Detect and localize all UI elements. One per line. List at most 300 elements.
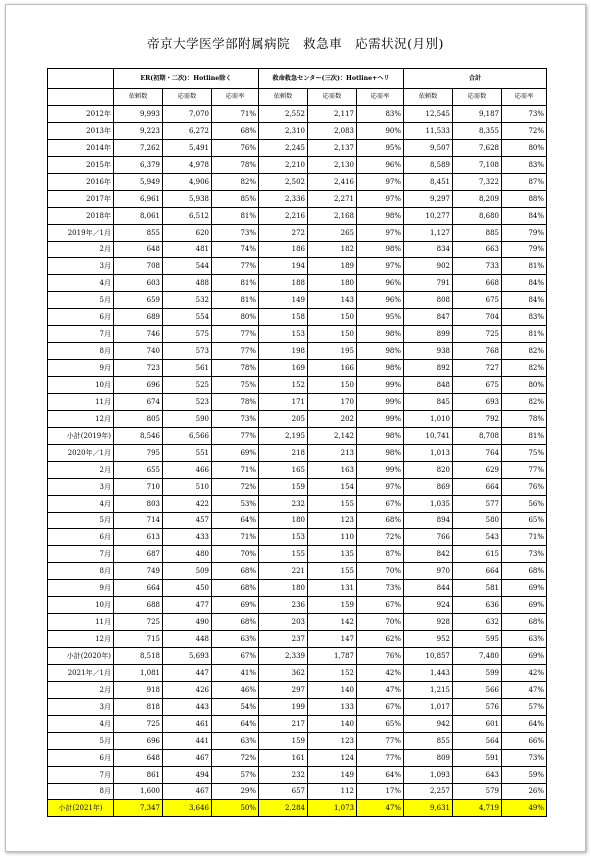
row-label: 5月 — [48, 732, 114, 749]
table-row — [48, 292, 547, 309]
cell-rate: 75% — [212, 377, 259, 394]
cell-accepted: 457 — [163, 512, 212, 529]
cell-rate: 74% — [212, 241, 259, 258]
cell-requests: 180 — [259, 512, 308, 529]
cell-requests: 710 — [114, 478, 163, 495]
cell-rate: 71% — [212, 461, 259, 478]
cell-requests: 1,215 — [404, 681, 453, 698]
table-row — [48, 393, 547, 410]
cell-rate: 68% — [357, 512, 404, 529]
row-label: 10月 — [48, 597, 114, 614]
cell-accepted: 149 — [308, 766, 357, 783]
cell-requests: 8,061 — [114, 207, 163, 224]
table-row — [48, 343, 547, 360]
cell-accepted: 664 — [453, 563, 502, 580]
cell-rate: 76% — [357, 648, 404, 665]
cell-requests: 236 — [259, 597, 308, 614]
cell-rate: 87% — [502, 173, 547, 190]
table-row — [48, 749, 547, 766]
row-label: 3月 — [48, 698, 114, 715]
cell-rate: 97% — [357, 258, 404, 275]
cell-rate: 69% — [502, 580, 547, 597]
cell-rate: 49% — [502, 800, 547, 817]
cell-rate: 72% — [357, 529, 404, 546]
cell-rate: 62% — [357, 631, 404, 648]
cell-accepted: 601 — [453, 715, 502, 732]
cell-accepted: 131 — [308, 580, 357, 597]
cell-accepted: 481 — [163, 241, 212, 258]
cell-accepted: 180 — [308, 275, 357, 292]
table-row — [48, 377, 547, 394]
cell-rate: 59% — [502, 766, 547, 783]
cell-rate: 81% — [502, 427, 547, 444]
cell-requests: 1,093 — [404, 766, 453, 783]
row-label: 9月 — [48, 360, 114, 377]
cell-requests: 970 — [404, 563, 453, 580]
cell-requests: 696 — [114, 732, 163, 749]
cell-rate: 73% — [212, 224, 259, 241]
table-row — [48, 766, 547, 783]
cell-requests: 725 — [114, 614, 163, 631]
cell-accepted: 591 — [453, 749, 502, 766]
cell-accepted: 4,719 — [453, 800, 502, 817]
cell-requests: 159 — [259, 732, 308, 749]
cell-accepted: 663 — [453, 241, 502, 258]
cell-requests: 942 — [404, 715, 453, 732]
cell-requests: 2,210 — [259, 156, 308, 173]
cell-rate: 63% — [212, 631, 259, 648]
cell-rate: 80% — [212, 309, 259, 326]
cell-accepted: 664 — [453, 478, 502, 495]
cell-requests: 648 — [114, 749, 163, 766]
cell-requests: 221 — [259, 563, 308, 580]
cell-accepted: 466 — [163, 461, 212, 478]
cell-accepted: 8,209 — [453, 190, 502, 207]
row-label: 2月 — [48, 241, 114, 258]
cell-requests: 861 — [114, 766, 163, 783]
table-row — [48, 309, 547, 326]
cell-accepted: 733 — [453, 258, 502, 275]
cell-rate: 68% — [502, 563, 547, 580]
cell-rate: 56% — [502, 495, 547, 512]
cell-rate: 90% — [357, 122, 404, 139]
cell-rate: 82% — [502, 393, 547, 410]
cell-requests: 924 — [404, 597, 453, 614]
row-label: 小計(2019年) — [48, 427, 114, 444]
cell-requests: 952 — [404, 631, 453, 648]
cell-requests: 664 — [114, 580, 163, 597]
cell-requests: 648 — [114, 241, 163, 258]
group-header-row — [48, 69, 547, 89]
cell-rate: 82% — [502, 360, 547, 377]
cell-requests: 7,262 — [114, 139, 163, 156]
cell-requests: 918 — [114, 681, 163, 698]
col-accepted: 応需数 — [308, 89, 357, 106]
cell-requests: 818 — [114, 698, 163, 715]
cell-requests: 708 — [114, 258, 163, 275]
cell-accepted: 123 — [308, 512, 357, 529]
cell-accepted: 7,108 — [453, 156, 502, 173]
cell-requests: 2,502 — [259, 173, 308, 190]
cell-rate: 84% — [502, 207, 547, 224]
cell-rate: 88% — [502, 190, 547, 207]
cell-requests: 232 — [259, 766, 308, 783]
table-row — [48, 529, 547, 546]
cell-requests: 1,035 — [404, 495, 453, 512]
cell-accepted: 543 — [453, 529, 502, 546]
cell-requests: 820 — [404, 461, 453, 478]
cell-accepted: 595 — [453, 631, 502, 648]
cell-rate: 68% — [212, 614, 259, 631]
cell-rate: 99% — [357, 377, 404, 394]
row-label: 4月 — [48, 275, 114, 292]
cell-rate: 78% — [212, 156, 259, 173]
cell-rate: 71% — [212, 529, 259, 546]
cell-requests: 149 — [259, 292, 308, 309]
cell-rate: 81% — [212, 275, 259, 292]
cell-rate: 98% — [357, 360, 404, 377]
cell-requests: 855 — [114, 224, 163, 241]
cell-requests: 1,013 — [404, 444, 453, 461]
cell-accepted: 170 — [308, 393, 357, 410]
cell-accepted: 135 — [308, 546, 357, 563]
cell-rate: 72% — [212, 749, 259, 766]
cell-requests: 655 — [114, 461, 163, 478]
table-row — [48, 461, 547, 478]
cell-requests: 12,545 — [404, 106, 453, 123]
table-row — [48, 258, 547, 275]
cell-requests: 1,600 — [114, 783, 163, 800]
cell-accepted: 2,416 — [308, 173, 357, 190]
cell-rate: 26% — [502, 783, 547, 800]
cell-accepted: 155 — [308, 563, 357, 580]
cell-accepted: 124 — [308, 749, 357, 766]
col-rate: 応需率 — [212, 89, 259, 106]
table-row — [48, 139, 547, 156]
cell-rate: 96% — [357, 292, 404, 309]
cell-rate: 99% — [357, 461, 404, 478]
cell-rate: 72% — [212, 478, 259, 495]
cell-requests: 205 — [259, 410, 308, 427]
cell-accepted: 885 — [453, 224, 502, 241]
cell-accepted: 629 — [453, 461, 502, 478]
table-row — [48, 326, 547, 343]
cell-rate: 70% — [212, 546, 259, 563]
cell-requests: 657 — [259, 783, 308, 800]
cell-requests: 1,127 — [404, 224, 453, 241]
cell-requests: 11,533 — [404, 122, 453, 139]
cell-accepted: 5,491 — [163, 139, 212, 156]
cell-accepted: 3,646 — [163, 800, 212, 817]
cell-rate: 80% — [502, 139, 547, 156]
cell-accepted: 163 — [308, 461, 357, 478]
row-label: 2019年／1月 — [48, 224, 114, 241]
cell-accepted: 575 — [163, 326, 212, 343]
ambulance-response-table — [47, 68, 547, 817]
cell-requests: 272 — [259, 224, 308, 241]
cell-rate: 85% — [212, 190, 259, 207]
row-label: 7月 — [48, 326, 114, 343]
cell-rate: 78% — [502, 410, 547, 427]
row-label: 2012年 — [48, 106, 114, 123]
cell-requests: 869 — [404, 478, 453, 495]
cell-accepted: 150 — [308, 377, 357, 394]
cell-accepted: 693 — [453, 393, 502, 410]
cell-requests: 834 — [404, 241, 453, 258]
cell-requests: 169 — [259, 360, 308, 377]
cell-rate: 76% — [212, 139, 259, 156]
cell-accepted: 8,355 — [453, 122, 502, 139]
cell-rate: 68% — [212, 122, 259, 139]
cell-requests: 928 — [404, 614, 453, 631]
cell-accepted: 426 — [163, 681, 212, 698]
cell-accepted: 1,787 — [308, 648, 357, 665]
cell-rate: 77% — [502, 461, 547, 478]
cell-requests: 9,223 — [114, 122, 163, 139]
row-label: 3月 — [48, 258, 114, 275]
row-label: 12月 — [48, 631, 114, 648]
row-label: 12月 — [48, 410, 114, 427]
cell-accepted: 450 — [163, 580, 212, 597]
cell-rate: 76% — [502, 478, 547, 495]
cell-rate: 67% — [357, 597, 404, 614]
cell-accepted: 643 — [453, 766, 502, 783]
table-row — [48, 106, 547, 123]
row-label: 2013年 — [48, 122, 114, 139]
cell-accepted: 561 — [163, 360, 212, 377]
row-label: 2016年 — [48, 173, 114, 190]
cell-accepted: 668 — [453, 275, 502, 292]
cell-rate: 84% — [502, 292, 547, 309]
row-label: 2021年／1月 — [48, 664, 114, 681]
cell-rate: 98% — [357, 241, 404, 258]
col-rate: 応需率 — [502, 89, 547, 106]
cell-rate: 81% — [502, 326, 547, 343]
cell-accepted: 265 — [308, 224, 357, 241]
cell-rate: 67% — [212, 648, 259, 665]
table-row — [48, 732, 547, 749]
cell-requests: 715 — [114, 631, 163, 648]
table-row — [48, 648, 547, 665]
cell-accepted: 143 — [308, 292, 357, 309]
table-row — [48, 156, 547, 173]
cell-rate: 47% — [357, 681, 404, 698]
group-critical-care: 救命救急センター(三次)：Hotline+ヘリ — [259, 69, 404, 89]
cell-accepted: 2,083 — [308, 122, 357, 139]
cell-rate: 82% — [502, 343, 547, 360]
cell-rate: 95% — [357, 139, 404, 156]
cell-accepted: 147 — [308, 631, 357, 648]
cell-accepted: 112 — [308, 783, 357, 800]
cell-requests: 199 — [259, 698, 308, 715]
row-label: 5月 — [48, 292, 114, 309]
cell-requests: 7,347 — [114, 800, 163, 817]
cell-rate: 77% — [212, 343, 259, 360]
cell-accepted: 142 — [308, 614, 357, 631]
cell-rate: 73% — [502, 546, 547, 563]
cell-rate: 77% — [212, 427, 259, 444]
cell-requests: 795 — [114, 444, 163, 461]
cell-requests: 155 — [259, 546, 308, 563]
cell-accepted: 590 — [163, 410, 212, 427]
cell-accepted: 467 — [163, 783, 212, 800]
cell-accepted: 620 — [163, 224, 212, 241]
cell-rate: 68% — [212, 563, 259, 580]
col-requests: 依頼数 — [114, 89, 163, 106]
table-row — [48, 715, 547, 732]
cell-rate: 81% — [212, 207, 259, 224]
cell-rate: 77% — [357, 732, 404, 749]
table-row — [48, 681, 547, 698]
cell-rate: 42% — [502, 664, 547, 681]
cell-accepted: 675 — [453, 292, 502, 309]
cell-requests: 9,297 — [404, 190, 453, 207]
cell-accepted: 5,938 — [163, 190, 212, 207]
cell-accepted: 6,566 — [163, 427, 212, 444]
cell-accepted: 488 — [163, 275, 212, 292]
cell-accepted: 523 — [163, 393, 212, 410]
cell-rate: 82% — [212, 173, 259, 190]
table-row — [48, 173, 547, 190]
cell-rate: 97% — [357, 190, 404, 207]
cell-requests: 10,741 — [404, 427, 453, 444]
cell-accepted: 577 — [453, 495, 502, 512]
corner-cell — [48, 69, 114, 89]
group-er: ER(初期・二次)：Hotline除く — [114, 69, 259, 89]
cell-accepted: 6,272 — [163, 122, 212, 139]
cell-rate: 69% — [502, 648, 547, 665]
cell-accepted: 166 — [308, 360, 357, 377]
cell-requests: 2,284 — [259, 800, 308, 817]
row-label: 2018年 — [48, 207, 114, 224]
cell-requests: 894 — [404, 512, 453, 529]
cell-accepted: 467 — [163, 749, 212, 766]
cell-requests: 696 — [114, 377, 163, 394]
group-total: 合計 — [404, 69, 547, 89]
table-row — [48, 207, 547, 224]
cell-rate: 68% — [502, 614, 547, 631]
table-row — [48, 122, 547, 139]
cell-rate: 98% — [357, 207, 404, 224]
cell-accepted: 448 — [163, 631, 212, 648]
cell-rate: 79% — [502, 241, 547, 258]
cell-requests: 159 — [259, 478, 308, 495]
cell-accepted: 8,708 — [453, 427, 502, 444]
cell-requests: 153 — [259, 326, 308, 343]
row-label: 3月 — [48, 478, 114, 495]
cell-rate: 41% — [212, 664, 259, 681]
cell-accepted: 477 — [163, 597, 212, 614]
cell-accepted: 2,137 — [308, 139, 357, 156]
cell-requests: 9,631 — [404, 800, 453, 817]
cell-accepted: 1,073 — [308, 800, 357, 817]
cell-requests: 161 — [259, 749, 308, 766]
row-label: 2月 — [48, 461, 114, 478]
cell-rate: 98% — [357, 326, 404, 343]
cell-accepted: 140 — [308, 715, 357, 732]
cell-accepted: 6,512 — [163, 207, 212, 224]
cell-accepted: 150 — [308, 326, 357, 343]
row-label: 8月 — [48, 783, 114, 800]
cell-rate: 29% — [212, 783, 259, 800]
col-requests: 依頼数 — [404, 89, 453, 106]
row-label: 10月 — [48, 377, 114, 394]
cell-accepted: 4,978 — [163, 156, 212, 173]
cell-accepted: 764 — [453, 444, 502, 461]
cell-rate: 42% — [357, 664, 404, 681]
cell-accepted: 579 — [453, 783, 502, 800]
cell-accepted: 422 — [163, 495, 212, 512]
cell-accepted: 2,168 — [308, 207, 357, 224]
cell-requests: 1,010 — [404, 410, 453, 427]
cell-requests: 153 — [259, 529, 308, 546]
table-row — [48, 360, 547, 377]
cell-requests: 1,081 — [114, 664, 163, 681]
cell-requests: 362 — [259, 664, 308, 681]
table-row — [48, 664, 547, 681]
cell-accepted: 581 — [453, 580, 502, 597]
table-row — [48, 614, 547, 631]
cell-requests: 674 — [114, 393, 163, 410]
cell-rate: 17% — [357, 783, 404, 800]
cell-requests: 9,507 — [404, 139, 453, 156]
cell-rate: 70% — [357, 563, 404, 580]
row-label: 2017年 — [48, 190, 114, 207]
cell-rate: 47% — [357, 800, 404, 817]
cell-requests: 2,257 — [404, 783, 453, 800]
cell-requests: 687 — [114, 546, 163, 563]
cell-rate: 99% — [357, 393, 404, 410]
cell-rate: 64% — [212, 512, 259, 529]
cell-requests: 2,216 — [259, 207, 308, 224]
cell-accepted: 2,271 — [308, 190, 357, 207]
sub-header-row — [48, 89, 547, 106]
cell-requests: 803 — [114, 495, 163, 512]
cell-rate: 80% — [502, 377, 547, 394]
cell-requests: 659 — [114, 292, 163, 309]
cell-rate: 69% — [212, 597, 259, 614]
cell-rate: 63% — [502, 631, 547, 648]
cell-accepted: 213 — [308, 444, 357, 461]
col-accepted: 応需数 — [453, 89, 502, 106]
cell-accepted: 441 — [163, 732, 212, 749]
cell-accepted: 768 — [453, 343, 502, 360]
cell-rate: 96% — [357, 156, 404, 173]
cell-rate: 77% — [212, 326, 259, 343]
table-row — [48, 275, 547, 292]
row-label: 4月 — [48, 715, 114, 732]
row-label: 5月 — [48, 512, 114, 529]
cell-accepted: 494 — [163, 766, 212, 783]
cell-requests: 186 — [259, 241, 308, 258]
corner-cell — [48, 89, 114, 106]
cell-accepted: 155 — [308, 495, 357, 512]
cell-rate: 83% — [502, 309, 547, 326]
cell-requests: 6,379 — [114, 156, 163, 173]
cell-rate: 84% — [502, 275, 547, 292]
cell-rate: 46% — [212, 681, 259, 698]
cell-rate: 73% — [212, 410, 259, 427]
cell-requests: 10,277 — [404, 207, 453, 224]
cell-accepted: 133 — [308, 698, 357, 715]
row-label: 4月 — [48, 495, 114, 512]
cell-accepted: 580 — [453, 512, 502, 529]
row-label: 11月 — [48, 614, 114, 631]
cell-requests: 218 — [259, 444, 308, 461]
row-label: 2015年 — [48, 156, 114, 173]
cell-requests: 2,552 — [259, 106, 308, 123]
cell-rate: 95% — [357, 309, 404, 326]
